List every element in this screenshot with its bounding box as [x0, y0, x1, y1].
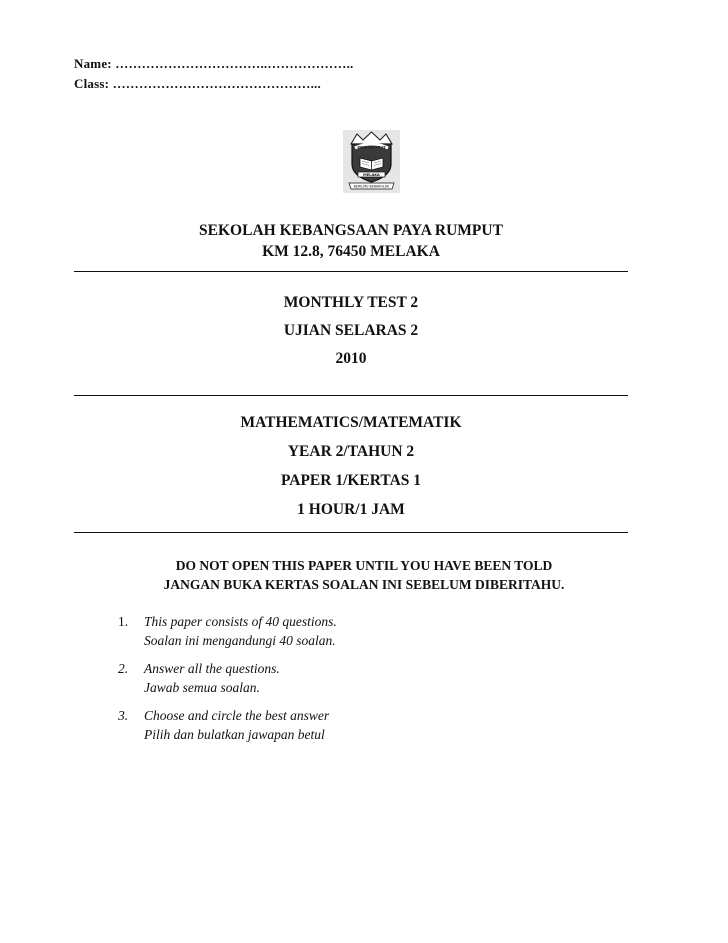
test-title-malay: UJIAN SELARAS 2: [283, 322, 419, 339]
instruction-english: Choose and circle the best answer: [144, 708, 330, 723]
instruction-number: 3.: [118, 708, 129, 723]
subject-duration: 1 HOUR/1 JAM: [297, 501, 405, 518]
test-year: 2010: [335, 350, 367, 367]
school-address: KM 12.8, 76450 MELAKA: [262, 243, 440, 260]
instruction-english: Answer all the questions.: [144, 661, 280, 676]
divider-2: [74, 395, 628, 396]
school-name: SEKOLAH KEBANGSAAN PAYA RUMPUT: [199, 222, 503, 239]
instruction-item: [118, 659, 538, 699]
instruction-english: This paper consists of 40 questions.: [144, 614, 337, 629]
logo-ribbon-text: MELAKA: [363, 173, 380, 177]
name-line: Name: ……………………………..………………..: [74, 56, 354, 71]
test-title: MONTHLY TEST 2: [283, 294, 419, 311]
subject-paper: PAPER 1/KERTAS 1: [280, 472, 422, 489]
instruction-item: [118, 612, 538, 652]
instruction-number: 2.: [118, 661, 129, 676]
school-logo: [343, 130, 400, 193]
divider-1: [74, 271, 628, 272]
logo-bottom-text: BERILMU BERAKHLAK: [353, 184, 390, 189]
instruction-malay: Pilih dan bulatkan jawapan betul: [144, 727, 325, 742]
divider-3: [74, 532, 628, 533]
instruction-malay: Jawab semua soalan.: [144, 680, 260, 695]
instruction-number: 1.: [118, 614, 129, 629]
subject-name: MATHEMATICS/MATEMATIK: [240, 414, 462, 431]
warning-english: DO NOT OPEN THIS PAPER UNTIL YOU HAVE BEEN TOLD: [175, 558, 553, 573]
logo-top-text: PAYA RUMPUT: [357, 145, 386, 150]
warning-malay: JANGAN BUKA KERTAS SOALAN INI SEBELUM DIBERITAHU.: [163, 577, 565, 592]
class-line: Class: ………………………………………...: [74, 76, 321, 91]
subject-level: YEAR 2/TAHUN 2: [287, 443, 415, 460]
instruction-item: [118, 706, 538, 746]
instruction-malay: Soalan ini mengandungi 40 soalan.: [144, 633, 336, 648]
school-crest-icon: [343, 130, 400, 193]
